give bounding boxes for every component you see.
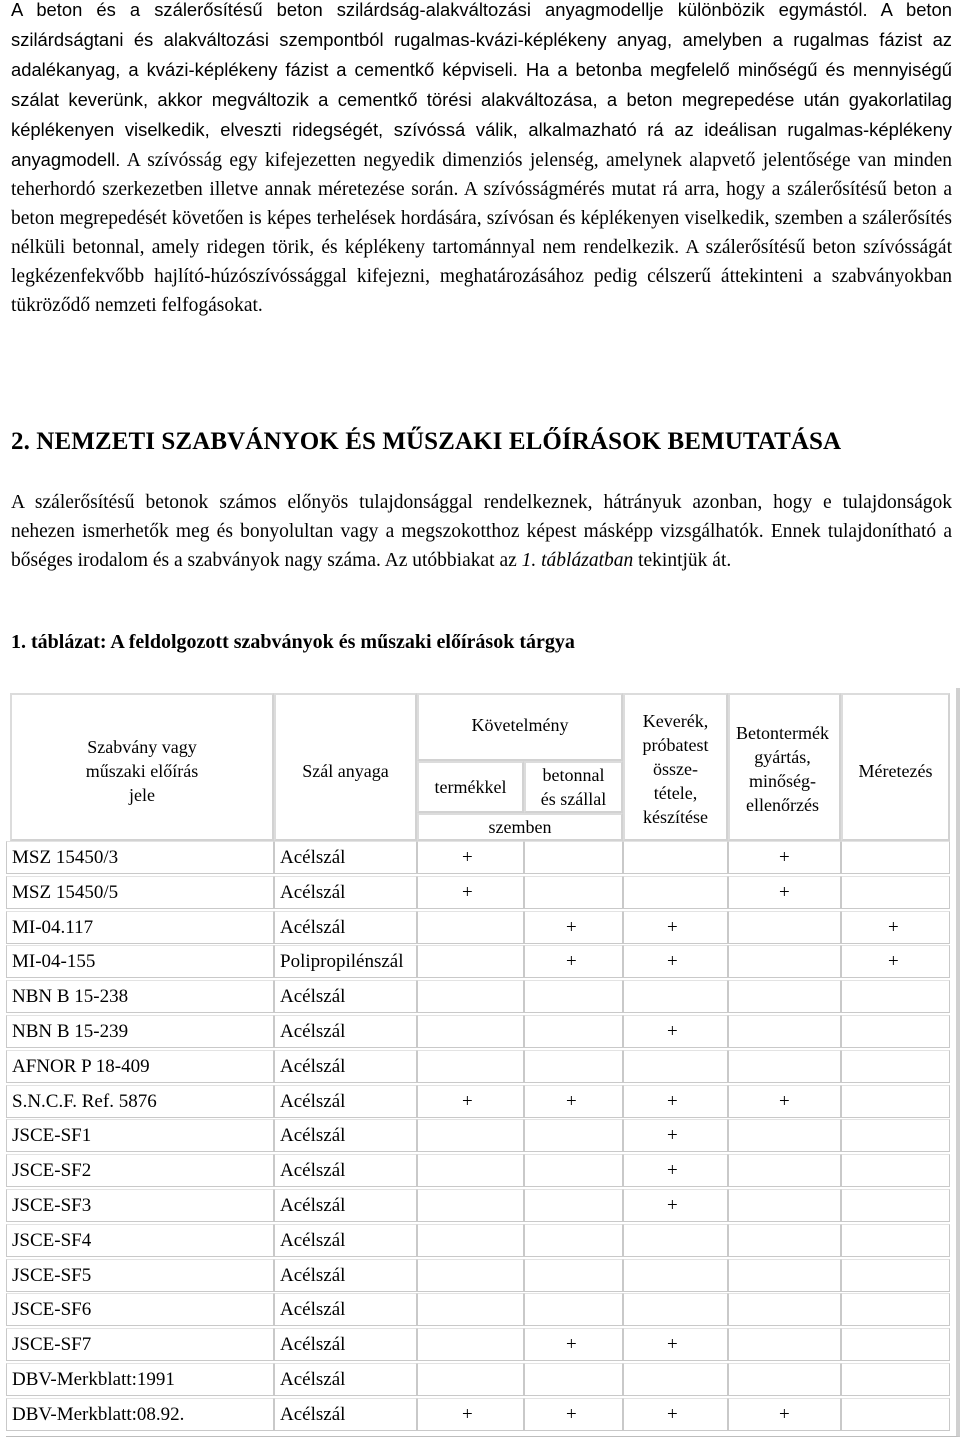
requirement-mark-cell [841, 1119, 950, 1152]
standard-code-cell: MSZ 15450/5 [6, 876, 274, 909]
requirement-mark-cell [728, 1050, 841, 1083]
standard-code-cell: MI-04-155 [6, 945, 274, 978]
header-product-line: gyártás, [754, 747, 811, 767]
fiber-material-cell: Acélszál [274, 1398, 417, 1431]
header-against-text: szemben [488, 817, 552, 837]
requirement-mark-cell [417, 1328, 524, 1361]
requirement-mark-cell [841, 876, 950, 909]
requirement-mark-cell [623, 980, 728, 1013]
fiber-material-cell: Acélszál [274, 1224, 417, 1257]
requirement-mark-cell [841, 1398, 950, 1431]
requirement-mark-cell: + [623, 1398, 728, 1431]
table-row [6, 945, 950, 980]
requirement-mark-cell [728, 1119, 841, 1152]
requirement-mark-cell [623, 876, 728, 909]
header-mix-line: próbatest [642, 735, 709, 755]
requirement-mark-cell [524, 1015, 623, 1048]
requirement-mark-cell [841, 1154, 950, 1187]
table-row [6, 1398, 950, 1433]
fiber-material-cell: Acélszál [274, 1050, 417, 1083]
header-with-concrete-line: és szállal [540, 789, 607, 809]
requirement-mark-cell [417, 1224, 524, 1257]
header-design-cell [841, 693, 950, 841]
requirement-mark-cell: + [728, 841, 841, 874]
table-row [6, 876, 950, 911]
fiber-material-cell: Acélszál [274, 1328, 417, 1361]
standard-code-cell: MI-04.117 [6, 911, 274, 944]
requirement-mark-cell: + [524, 945, 623, 978]
intro-paragraph [11, 0, 952, 320]
requirement-mark-cell [524, 1119, 623, 1152]
table-row [6, 1363, 950, 1398]
requirement-mark-cell [841, 1189, 950, 1222]
header-standard-line: jele [129, 785, 155, 805]
fiber-material-cell: Acélszál [274, 1119, 417, 1152]
requirement-mark-cell: + [524, 1328, 623, 1361]
header-standard-line: Szabvány vagy [87, 737, 197, 757]
requirement-mark-cell [841, 980, 950, 1013]
header-mix-line: össze- [653, 759, 698, 779]
requirement-mark-cell [728, 911, 841, 944]
standard-code-cell: JSCE-SF5 [6, 1259, 274, 1292]
standard-code-cell: NBN B 15-238 [6, 980, 274, 1013]
table-row [6, 1293, 950, 1328]
standard-code-cell: NBN B 15-239 [6, 1015, 274, 1048]
table-row [6, 1328, 950, 1363]
requirement-mark-cell [524, 1224, 623, 1257]
standard-code-cell: JSCE-SF3 [6, 1189, 274, 1222]
table-row [6, 980, 950, 1015]
requirement-mark-cell: + [623, 1328, 728, 1361]
requirement-mark-cell: + [623, 1154, 728, 1187]
requirement-mark-cell [524, 841, 623, 874]
fiber-material-cell: Acélszál [274, 876, 417, 909]
requirement-mark-cell [417, 945, 524, 978]
requirement-mark-cell [524, 876, 623, 909]
fiber-material-cell: Acélszál [274, 1189, 417, 1222]
requirement-mark-cell [623, 1363, 728, 1396]
requirement-mark-cell [841, 1293, 950, 1326]
table-row [6, 841, 950, 876]
requirement-mark-cell [417, 1293, 524, 1326]
requirement-mark-cell: + [417, 841, 524, 874]
header-mix-line: tétele, [653, 783, 698, 803]
requirement-mark-cell: + [728, 1085, 841, 1118]
requirement-mark-cell [524, 980, 623, 1013]
header-product-line: minőség- [749, 771, 816, 791]
header-product-cell [728, 693, 841, 841]
header-requirement-text: Követelmény [471, 715, 569, 735]
requirement-mark-cell [417, 1189, 524, 1222]
requirement-mark-cell [841, 1259, 950, 1292]
requirement-mark-cell: + [417, 1398, 524, 1431]
requirement-mark-cell [524, 1050, 623, 1083]
fiber-material-cell: Acélszál [274, 1154, 417, 1187]
intro-paragraph-serif-part: A szívósság egy kifejezetten negyedik dimenziós jelenség, amelynek alapvető jelentősége van minden teherhordó szerkezetben illetve annak méretezése során. A szívósságmérés mutat rá arra, hogy a szálerősítésű beton a beton megrepedését követően is képes terhelések hordására, szívósan és képlékenyen viselkedik, szemben a szálerősítés nélküli betonnal, amely ridegen törik, és képlékeny tartománnyal nem rendelkezik. A szálerősítésű beton szívósságát legkézenfekvőbb hajlító-húzószívóssággal kifejezni, meghatározásához pedig célszerű áttekinteni a szabványokban tükröződő nemzeti felfogásokat. [11, 150, 952, 316]
requirement-mark-cell: + [841, 911, 950, 944]
header-standard-line: műszaki előírás [85, 761, 199, 781]
table-row [6, 911, 950, 946]
requirement-mark-cell: + [623, 911, 728, 944]
header-against-cell [417, 813, 623, 841]
requirement-mark-cell [623, 841, 728, 874]
header-with-product-text: termékkel [434, 777, 507, 797]
requirement-mark-cell [841, 1328, 950, 1361]
standards-table [6, 688, 960, 1437]
header-fiber-text: Szál anyaga [302, 761, 389, 781]
requirement-mark-cell [728, 1328, 841, 1361]
requirement-mark-cell: + [728, 876, 841, 909]
requirement-mark-cell [417, 1015, 524, 1048]
requirement-mark-cell [524, 1154, 623, 1187]
requirement-mark-cell [728, 1224, 841, 1257]
requirement-mark-cell [524, 1189, 623, 1222]
requirement-mark-cell: + [623, 945, 728, 978]
requirement-mark-cell [417, 1154, 524, 1187]
requirement-mark-cell [728, 1363, 841, 1396]
requirement-mark-cell [417, 1363, 524, 1396]
table-row [6, 1015, 950, 1050]
table-row [6, 1085, 950, 1120]
requirement-mark-cell: + [623, 1119, 728, 1152]
fiber-material-cell: Acélszál [274, 1015, 417, 1048]
fiber-material-cell: Acélszál [274, 980, 417, 1013]
requirement-mark-cell: + [841, 945, 950, 978]
requirement-mark-cell: + [524, 1398, 623, 1431]
requirement-mark-cell [728, 1015, 841, 1048]
header-design-text: Méretezés [858, 761, 933, 781]
header-with-product-cell [417, 761, 524, 813]
requirement-mark-cell [728, 1293, 841, 1326]
header-product-line: Betontermék [736, 723, 829, 743]
section-paragraph-after: tekintjük át. [633, 550, 732, 571]
table-row [6, 1224, 950, 1259]
requirement-mark-cell: + [417, 876, 524, 909]
standard-code-cell: DBV-Merkblatt:1991 [6, 1363, 274, 1396]
fiber-material-cell: Acélszál [274, 1363, 417, 1396]
header-mix-line: Keverék, [642, 711, 709, 731]
requirement-mark-cell [841, 1015, 950, 1048]
header-mix-cell [623, 693, 728, 841]
fiber-material-cell: Acélszál [274, 1085, 417, 1118]
fiber-material-cell: Acélszál [274, 841, 417, 874]
requirement-mark-cell [417, 1259, 524, 1292]
requirement-mark-cell [728, 1259, 841, 1292]
requirement-mark-cell [524, 1259, 623, 1292]
requirement-mark-cell: + [417, 1085, 524, 1118]
requirement-mark-cell [841, 1224, 950, 1257]
standard-code-cell: DBV-Merkblatt:08.92. [6, 1398, 274, 1431]
fiber-material-cell: Acélszál [274, 1293, 417, 1326]
requirement-mark-cell [417, 911, 524, 944]
section-heading: 2. NEMZETI SZABVÁNYOK ÉS MŰSZAKI ELŐÍRÁSOK BEMUTATÁSA [11, 428, 842, 455]
header-standard-text [12, 735, 272, 807]
requirement-mark-cell [524, 1293, 623, 1326]
table-reference: 1. táblázatban [521, 550, 634, 571]
requirement-mark-cell: + [623, 1015, 728, 1048]
header-mix-line: készítése [643, 807, 708, 827]
header-product-line: ellenőrzés [746, 795, 819, 815]
standard-code-cell: JSCE-SF6 [6, 1293, 274, 1326]
requirement-mark-cell [841, 1050, 950, 1083]
requirement-mark-cell [728, 1189, 841, 1222]
requirement-mark-cell [623, 1050, 728, 1083]
standard-code-cell: MSZ 15450/3 [6, 841, 274, 874]
header-with-concrete-line: betonnal [542, 765, 605, 785]
requirement-mark-cell [728, 1154, 841, 1187]
requirement-mark-cell [841, 841, 950, 874]
header-fiber-cell [274, 693, 417, 841]
fiber-material-cell: Polipropilénszál [274, 945, 417, 978]
table-caption: 1. táblázat: A feldolgozott szabványok és műszaki előírások tárgya [11, 631, 575, 653]
requirement-mark-cell [524, 1363, 623, 1396]
standard-code-cell: S.N.C.F. Ref. 5876 [6, 1085, 274, 1118]
requirement-mark-cell [728, 945, 841, 978]
header-with-concrete-cell [524, 761, 623, 813]
table-row [6, 1189, 950, 1224]
standard-code-cell: JSCE-SF7 [6, 1328, 274, 1361]
requirement-mark-cell [417, 1050, 524, 1083]
intro-paragraph-sans-part: A beton és a szálerősítésű beton szilárdság-alakváltozási anyagmodellje különbözik egymástól. A beton szilárdságtani és alakváltozási szempontból rugalmas-kvázi-képlékeny anyag, amelyben a rugalmas fázist az adalékanyag, a kvázi-képlékeny fázist a cementkő képviseli. Ha a betonba megfelelő minőségű és mennyiségű szálat keverünk, akkor megváltozik a cementkő törési alakváltozása, a beton megrepedése után gyakorlatilag képlékenyen viselkedik, elveszti ridegségét, szívóssá válik, alkalmazható rá az ideálisan rugalmas-képlékeny anyagmodell. [11, 0, 952, 170]
standard-code-cell: JSCE-SF1 [6, 1119, 274, 1152]
table-row [6, 1119, 950, 1154]
header-product-text [726, 721, 839, 817]
requirement-mark-cell: + [524, 1085, 623, 1118]
section-paragraph [11, 488, 952, 575]
section-paragraph-before: A szálerősítésű betonok számos előnyös tulajdonsággal rendelkeznek, hátrányuk azonban, hogy e tulajdonságok nehezen ismerhetők meg és bonyolultan vagy a megszokotthoz képest másképp vizsgálhatók. Ennek tulajdonítható a bőséges irodalom és a szabványok nagy száma. Az utóbbiakat az [11, 492, 952, 571]
header-standard-cell [10, 693, 274, 841]
table-row [6, 1259, 950, 1294]
requirement-mark-cell: + [623, 1189, 728, 1222]
requirement-mark-cell [841, 1085, 950, 1118]
requirement-mark-cell: + [623, 1085, 728, 1118]
requirement-mark-cell [417, 1119, 524, 1152]
requirement-mark-cell [623, 1224, 728, 1257]
standard-code-cell: JSCE-SF2 [6, 1154, 274, 1187]
requirement-mark-cell [623, 1293, 728, 1326]
requirement-mark-cell [841, 1363, 950, 1396]
requirement-mark-cell [728, 980, 841, 1013]
table-row [6, 1154, 950, 1189]
header-with-concrete-text [526, 763, 621, 811]
fiber-material-cell: Acélszál [274, 1259, 417, 1292]
requirement-mark-cell [417, 980, 524, 1013]
header-requirement-cell [417, 693, 623, 761]
requirement-mark-cell: + [524, 911, 623, 944]
standard-code-cell: AFNOR P 18-409 [6, 1050, 274, 1083]
requirement-mark-cell [623, 1259, 728, 1292]
requirement-mark-cell: + [728, 1398, 841, 1431]
table-row [6, 1050, 950, 1085]
standard-code-cell: JSCE-SF4 [6, 1224, 274, 1257]
header-mix-text [625, 709, 726, 829]
fiber-material-cell: Acélszál [274, 911, 417, 944]
